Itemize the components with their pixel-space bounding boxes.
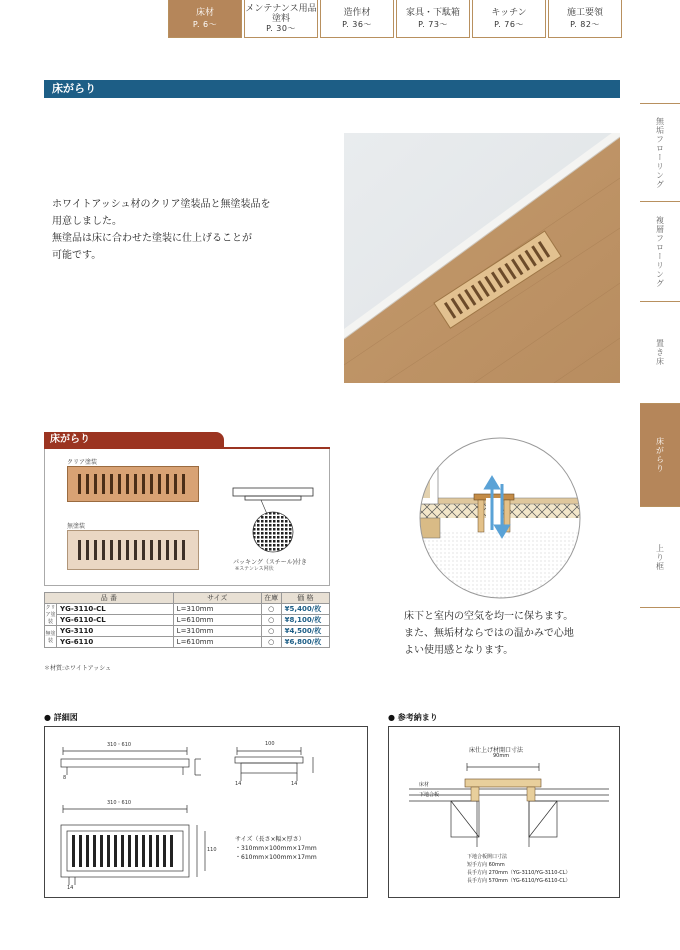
nav-tab-page: P. 73〜 [418,19,448,29]
dim-14a: 14 [235,781,242,787]
top-nav [168,0,624,38]
packing-note: パッキング（スチール)付き [233,559,307,566]
nav-tab-trim[interactable] [320,0,394,38]
col-header: 価 格 [281,593,329,604]
cell-size: L=310mm [173,604,261,615]
side-tab-label: 置き床 [655,339,665,366]
material-note: ＊材質:ホワイトアッシュ [44,665,112,672]
clear-vent-image [67,466,199,502]
intro-text [52,196,302,264]
nav-tab-page: P. 30〜 [266,23,296,33]
intro-line: 可能です。 [52,250,102,261]
table-header-row [45,593,330,604]
subfloor-open-line: 短手方向 60mm [467,862,505,868]
detail-drawing [45,727,367,897]
nav-tab-maintenance[interactable] [244,0,318,38]
dim-top2: 100 [265,741,275,747]
nav-tab-label: 施工要領 [566,7,603,18]
size-spec-line: ・310mm×100mm×17mm [235,845,317,852]
feature-text [404,608,624,659]
table-row [45,604,330,615]
cell-size: L=610mm [173,637,261,648]
price-table [44,592,330,648]
finish-open-value: 90mm [493,753,510,759]
side-tab-label: 上り框 [655,543,665,571]
nav-tab-furniture[interactable] [396,0,470,38]
nav-tab-page: P. 6〜 [192,19,218,29]
side-tab-label: 複層フローリング [655,215,665,288]
dim-bottom: 310・610 [107,800,132,806]
finish-open-label: 床仕上げ材開口寸法 [469,747,524,754]
cell-size: L=610mm [173,615,261,626]
cell-stock: ○ [261,626,281,637]
group-raw: 無塗装 [45,626,57,648]
size-spec-line: ・610mm×100mm×17mm [235,854,317,861]
subfloor-open-spec [467,853,571,885]
dim-top: 310・610 [107,742,132,748]
nav-tab-page: P. 82〜 [570,19,600,29]
packing-sub-note: ※ステンレス网状 [235,566,274,572]
nav-tab-install[interactable] [548,0,622,38]
cell-code: YG-3110 [57,626,174,637]
nav-tab-page: P. 36〜 [342,19,372,29]
dim-14: 14 [67,885,74,891]
group-clear: クリア塗装 [45,605,56,625]
nav-tab-page: P. 76〜 [494,19,524,29]
subfloor-open-title: 下地合板開口寸法 [467,854,508,860]
intro-line: ホワイトアッシュ材のクリア塗装品と無塗装品を [52,199,271,210]
cell-price: ¥4,500/枚 [281,626,329,637]
reference-title: ● 参考納まり [388,713,438,722]
side-tab-raised-floor[interactable] [640,301,680,403]
product-card-title: 床がらり [44,432,224,448]
cell-size: L=310mm [173,626,261,637]
feature-line: 床下と室内の空気を均一に保ちます。 [404,611,574,622]
raw-finish-label: 無塗装 [67,523,86,530]
cell-price: ¥8,100/枚 [281,615,329,626]
detail-title: ● 詳細図 [44,713,78,722]
product-card [44,449,330,586]
dim-14b: 14 [291,781,298,787]
side-tab-label: 床がらり [655,437,665,473]
table-row [45,615,330,626]
floor-material-label: 床材 [419,782,430,788]
cell-stock: ○ [261,615,281,626]
subfloor-open-line: 長手方向 270mm（YG-3110/YG-3110-CL） [467,870,571,876]
cell-code: YG-3110-CL [57,604,174,615]
size-spec-title: サイズ（長さ×幅×厚さ） [235,836,305,843]
col-header: 品 番 [45,593,174,604]
nav-tab-label: キッチン [491,7,527,18]
clear-finish-label: クリア塗装 [67,459,98,466]
intro-line: 無塗品は床に合わせた塗装に仕上げることが [52,233,252,244]
product-photo [344,133,620,383]
feature-line: また、無垢材ならではの温かみで心地 [404,628,574,639]
side-tab-floor-vent[interactable] [640,403,680,506]
airflow-circle-diagram [412,432,588,602]
table-row [45,637,330,648]
cell-code: YG-6110 [57,637,174,648]
intro-line: 用意しました。 [52,216,122,227]
cell-price: ¥6,800/枚 [281,637,329,648]
side-tab-solid-flooring[interactable] [640,103,680,201]
subfloor-label: 下地合板 [419,792,440,798]
side-tab-label: 無垢フローリング [655,116,665,189]
nav-tab-label: 床材 [195,7,214,18]
cell-stock: ○ [261,637,281,648]
side-tab-step[interactable] [640,506,680,608]
section-title: 床がらり [44,80,620,98]
col-header: 在庫 [261,593,281,604]
raw-vent-image [67,530,199,570]
detail-drawing-box [44,726,368,898]
nav-tab-label: 造作材 [343,7,371,18]
cell-stock: ○ [261,604,281,615]
side-tab-multi-flooring[interactable] [640,201,680,301]
dim-8: 8 [63,775,67,781]
cell-price: ¥5,400/枚 [281,604,329,615]
table-row [45,626,330,637]
nav-tab-kitchen[interactable] [472,0,546,38]
reference-drawing-box [388,726,620,898]
cell-code: YG-6110-CL [57,615,174,626]
col-header: サイズ [173,593,261,604]
feature-line: よい使用感となります。 [404,645,514,656]
dim-110: 110 [207,847,217,853]
subfloor-open-line: 長手方向 570mm（YG-6110/YG-6110-CL） [467,878,571,884]
size-spec [235,835,317,862]
nav-tab-label: 家具・下駄箱 [405,7,460,18]
nav-tab-label: メンテナンス用品 塗料 [245,3,317,24]
nav-tab-floor[interactable] [168,0,242,38]
